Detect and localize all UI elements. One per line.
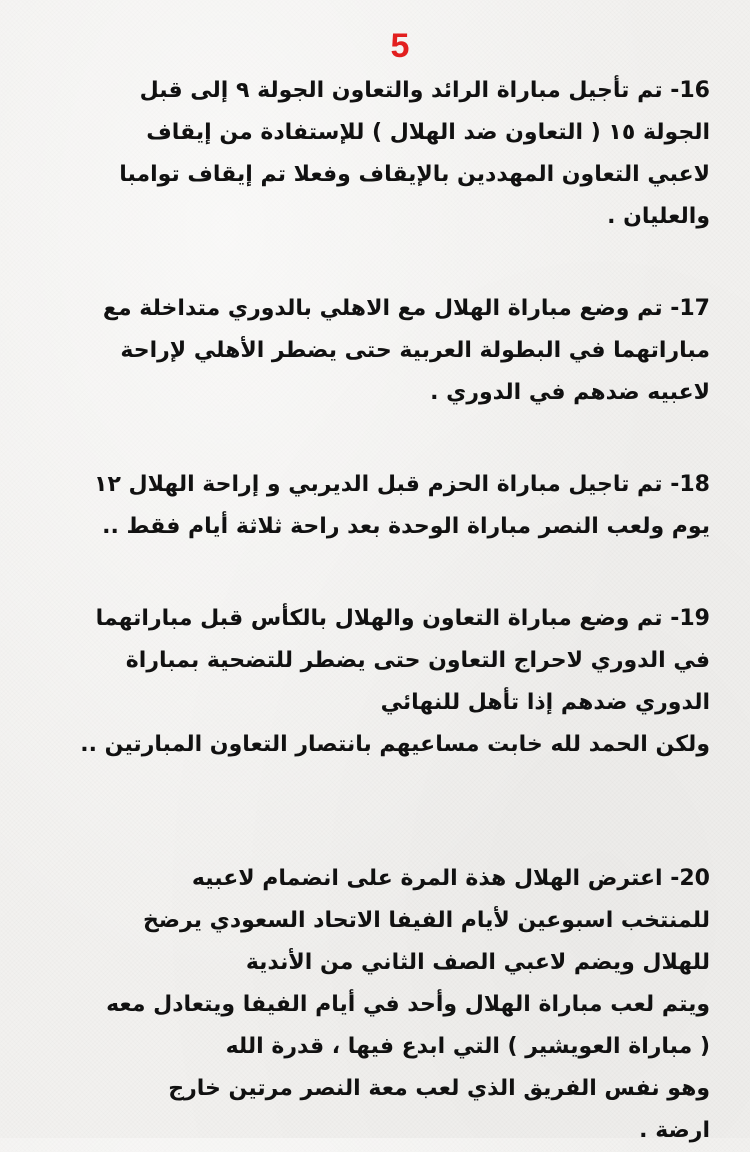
text-line: 19- تم وضع مباراة التعاون والهلال بالكأس قبل مباراتهما [95, 606, 710, 631]
paragraph-spacer [62, 238, 710, 288]
text-line: لاعبي التعاون المهددين بالإيقاف وفعلا تم إيقاف توامبا [119, 162, 710, 187]
text-line: يوم ولعب النصر مباراة الوحدة بعد راحة ثلاثة أيام فقط .. [102, 514, 710, 539]
text-line: مباراتهما في البطولة العربية حتى يضطر الأهلي لإراحة [120, 338, 710, 363]
paragraph-spacer [62, 414, 710, 464]
paragraph-20 [62, 858, 710, 1152]
paragraph-17 [62, 288, 710, 414]
paragraph-16 [62, 70, 710, 238]
text-line: ويتم لعب مباراة الهلال وأحد في أيام الفيفا ويتعادل معه [106, 992, 710, 1017]
text-line: والعليان . [607, 204, 710, 229]
text-line: لاعبيه ضدهم في الدوري . [430, 380, 710, 405]
text-line: الجولة ١٥ ( التعاون ضد الهلال ) للإستفادة من إيقاف [146, 120, 710, 145]
text-line: ارضة . [639, 1118, 710, 1143]
text-line: للهلال ويضم لاعبي الصف الثاني من الأندية [245, 950, 710, 975]
text-line: وهو نفس الفريق الذي لعب معة النصر مرتين خارج [168, 1076, 710, 1101]
text-line: 20- اعترض الهلال هذة المرة على انضمام لاعبيه [191, 866, 710, 891]
paragraph-spacer [62, 548, 710, 598]
paragraph-spacer [62, 766, 710, 858]
text-line: 17- تم وضع مباراة الهلال مع الاهلي بالدوري متداخلة مع [102, 296, 710, 321]
paragraph-19 [62, 598, 710, 766]
text-line: 16- تم تأجيل مباراة الرائد والتعاون الجولة ٩ إلى قبل [139, 78, 710, 103]
text-line: 18- تم تاجيل مباراة الحزم قبل الديربي و إراحة الهلال ١٢ [94, 472, 710, 497]
paragraph-18 [62, 464, 710, 548]
text-line: للمنتخب اسبوعين لأيام الفيفا الاتحاد السعودي يرضخ [142, 908, 710, 933]
text-line: في الدوري لاحراج التعاون حتى يضطر للتضحية بمباراة [125, 648, 710, 673]
document-body [62, 70, 710, 1152]
text-line: ولكن الحمد لله خابت مساعيهم بانتصار التعاون المبارتين .. [80, 732, 710, 757]
text-line: الدوري ضدهم إذا تأهل للنهائي [380, 690, 710, 715]
page-number: 5 [390, 27, 410, 65]
text-line: ( مباراة العويشير ) التي ابدع فيها ، قدرة الله [225, 1034, 710, 1059]
